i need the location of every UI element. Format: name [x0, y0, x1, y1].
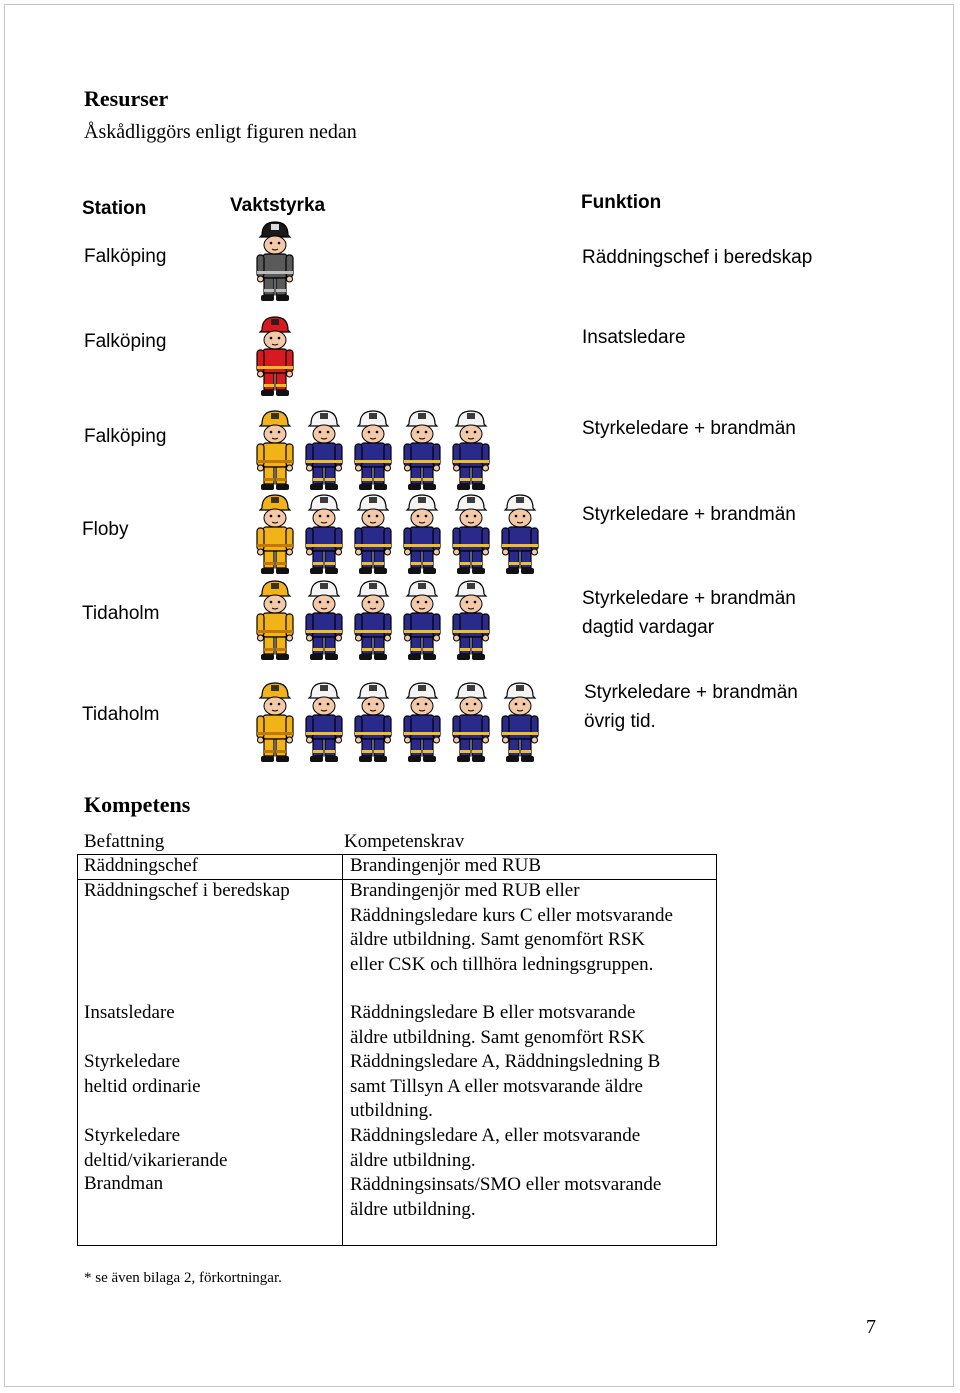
station-name: Falköping	[84, 246, 167, 267]
column-header-befattning: Befattning	[84, 831, 165, 852]
staff-figures	[254, 578, 492, 662]
staff-figures	[254, 314, 296, 398]
page-number: 7	[866, 1316, 876, 1338]
function-line: dagtid vardagar	[582, 616, 715, 638]
firefighter-icon	[450, 408, 492, 492]
crew-leader-icon	[254, 578, 296, 662]
requirement-line: Brandingenjör med RUB eller	[350, 880, 580, 901]
firefighter-icon	[303, 492, 345, 576]
heading-kompetens: Kompetens	[84, 792, 191, 817]
header-funktion: Funktion	[581, 192, 662, 213]
function-line: Styrkeledare + brandmän	[584, 682, 798, 703]
function-text: Insatsledare	[582, 327, 686, 348]
firefighter-icon	[352, 408, 394, 492]
intro-text: Åskådliggörs enligt figuren nedan	[84, 121, 357, 143]
role-text	[84, 1124, 228, 1173]
requirement-text	[350, 1001, 645, 1050]
firefighter-icon	[499, 492, 541, 576]
station-name: Falköping	[84, 331, 167, 352]
staff-figures	[254, 680, 541, 764]
requirement-line: Räddningsinsats/SMO eller motsvarande	[350, 1174, 662, 1195]
firefighter-icon	[352, 680, 394, 764]
requirement-line: Räddningsledare A, Räddningsledning B	[350, 1051, 661, 1072]
firefighter-icon	[401, 578, 443, 662]
role-text: Räddningschef i beredskap	[84, 880, 290, 901]
function-line: Styrkeledare + brandmän	[582, 588, 796, 609]
firefighter-icon	[450, 492, 492, 576]
heading-resurser: Resurser	[84, 86, 169, 111]
footnote: * se även bilaga 2, förkortningar.	[84, 1270, 282, 1286]
requirement-line: eller CSK och tillhöra ledningsgruppen.	[350, 953, 654, 975]
function-text: Räddningschef i beredskap	[582, 247, 813, 268]
role-text: Insatsledare	[84, 1002, 175, 1023]
role-line: heltid ordinarie	[84, 1075, 201, 1097]
requirement-text	[350, 1173, 661, 1222]
function-text: Styrkeledare + brandmän	[582, 418, 796, 439]
staff-figures	[254, 492, 541, 576]
column-header-kompetenskrav: Kompetenskrav	[344, 831, 465, 852]
function-line: övrig tid.	[584, 710, 656, 732]
firefighter-icon	[401, 680, 443, 764]
crew-leader-icon	[254, 680, 296, 764]
incident-commander-icon	[254, 314, 296, 398]
role-line: Styrkeledare	[84, 1125, 181, 1146]
firefighter-icon	[303, 680, 345, 764]
station-name: Tidaholm	[82, 704, 160, 725]
role-text: Räddningschef	[84, 855, 198, 876]
staff-figures	[254, 219, 296, 303]
firefighter-icon	[352, 578, 394, 662]
requirement-line: Räddningsledare kurs C eller motsvarande	[350, 904, 673, 926]
station-name: Floby	[82, 519, 129, 540]
requirement-line: äldre utbildning.	[350, 1149, 476, 1171]
requirement-line: äldre utbildning.	[350, 1198, 476, 1220]
firefighter-icon	[352, 492, 394, 576]
firefighter-icon	[450, 578, 492, 662]
firefighter-icon	[401, 408, 443, 492]
firefighter-icon	[401, 492, 443, 576]
role-line: deltid/vikarierande	[84, 1149, 228, 1171]
firefighter-icon	[303, 578, 345, 662]
function-text	[584, 681, 798, 734]
header-vaktstyrka: Vaktstyrka	[230, 195, 326, 216]
requirement-line: äldre utbildning. Samt genomfört RSK	[350, 929, 646, 950]
crew-leader-icon	[254, 492, 296, 576]
role-text	[84, 1050, 201, 1099]
requirement-line: samt Tillsyn A eller motsvarande äldre	[350, 1075, 643, 1097]
firefighter-icon	[303, 408, 345, 492]
fire-chief-icon	[254, 219, 296, 303]
firefighter-icon	[499, 680, 541, 764]
requirement-text: Brandingenjör med RUB	[350, 855, 542, 876]
requirement-line: utbildning.	[350, 1100, 433, 1121]
table-column-divider	[342, 854, 343, 1246]
firefighter-icon	[450, 680, 492, 764]
station-name: Tidaholm	[82, 603, 160, 624]
requirement-line: äldre utbildning. Samt genomfört RSK	[350, 1026, 646, 1048]
crew-leader-icon	[254, 408, 296, 492]
staff-figures	[254, 408, 492, 492]
requirement-line: Räddningsledare B eller motsvarande	[350, 1002, 636, 1023]
requirement-text	[350, 879, 673, 977]
role-line: Styrkeledare	[84, 1051, 181, 1072]
station-name: Falköping	[84, 426, 167, 447]
function-text	[582, 587, 796, 640]
role-text: Brandman	[84, 1173, 164, 1194]
requirement-text	[350, 1050, 660, 1124]
function-text: Styrkeledare + brandmän	[582, 504, 796, 525]
requirement-text	[350, 1124, 640, 1173]
header-station: Station	[82, 198, 147, 219]
requirement-line: Räddningsledare A, eller motsvarande	[350, 1125, 641, 1146]
